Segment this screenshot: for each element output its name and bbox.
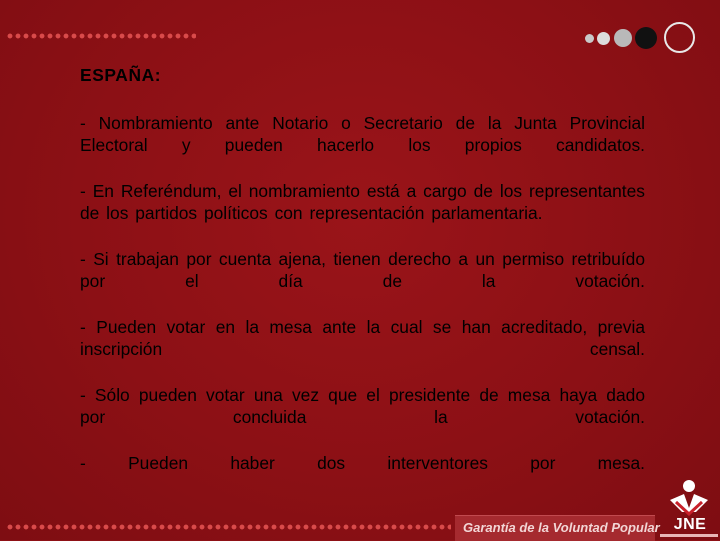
paragraph-votar-mesa-line2 (80, 338, 645, 360)
paragraph-votar-mesa-left: inscripción (80, 339, 163, 359)
paragraph-permiso: - Si trabajan por cuenta ajena, tienen derecho a un permiso retribuído por el día de la votación. (80, 249, 645, 291)
jne-logo (658, 478, 720, 540)
circle-black (635, 27, 657, 49)
circle-medium (597, 32, 610, 45)
paragraph-referendum: - En Referéndum, el nombramiento está a cargo de los representantes de los partidos políticos con representación parlamentaria. (80, 181, 645, 223)
paragraph-votar-mesa-line1: - Pueden votar en la mesa ante la cual se han acreditado, previa (80, 317, 645, 337)
paragraph-notario: - Nombramiento ante Notario o Secretario de la Junta Provincial Electoral y pueden hacerlo los propios candidatos. (80, 113, 645, 155)
circle-large (614, 29, 632, 47)
paragraph-interventores: - Pueden haber dos interventores por mesa. (80, 453, 645, 473)
jne-logo-subline (660, 534, 718, 537)
paragraph-votar-mesa-right: censal. (589, 339, 645, 359)
top-dot-border (6, 33, 196, 39)
jne-logo-text: JNE (673, 516, 707, 533)
bottom-dot-border (6, 524, 451, 530)
paragraph-solo-una-vez: - Sólo pueden votar una vez que el presidente de mesa haya dado por concluida la votación. (80, 385, 645, 427)
slide-heading: ESPAÑA: (80, 65, 162, 85)
paragraph-votar-mesa (80, 316, 645, 360)
jne-emblem-icon (666, 478, 712, 516)
decorative-circles (585, 22, 705, 56)
footer-band (455, 515, 660, 541)
slide-content (80, 64, 645, 498)
circle-small (585, 34, 594, 43)
circle-outline (664, 22, 695, 53)
footer-tagline: Garantía de la Voluntad Popular (463, 520, 660, 535)
